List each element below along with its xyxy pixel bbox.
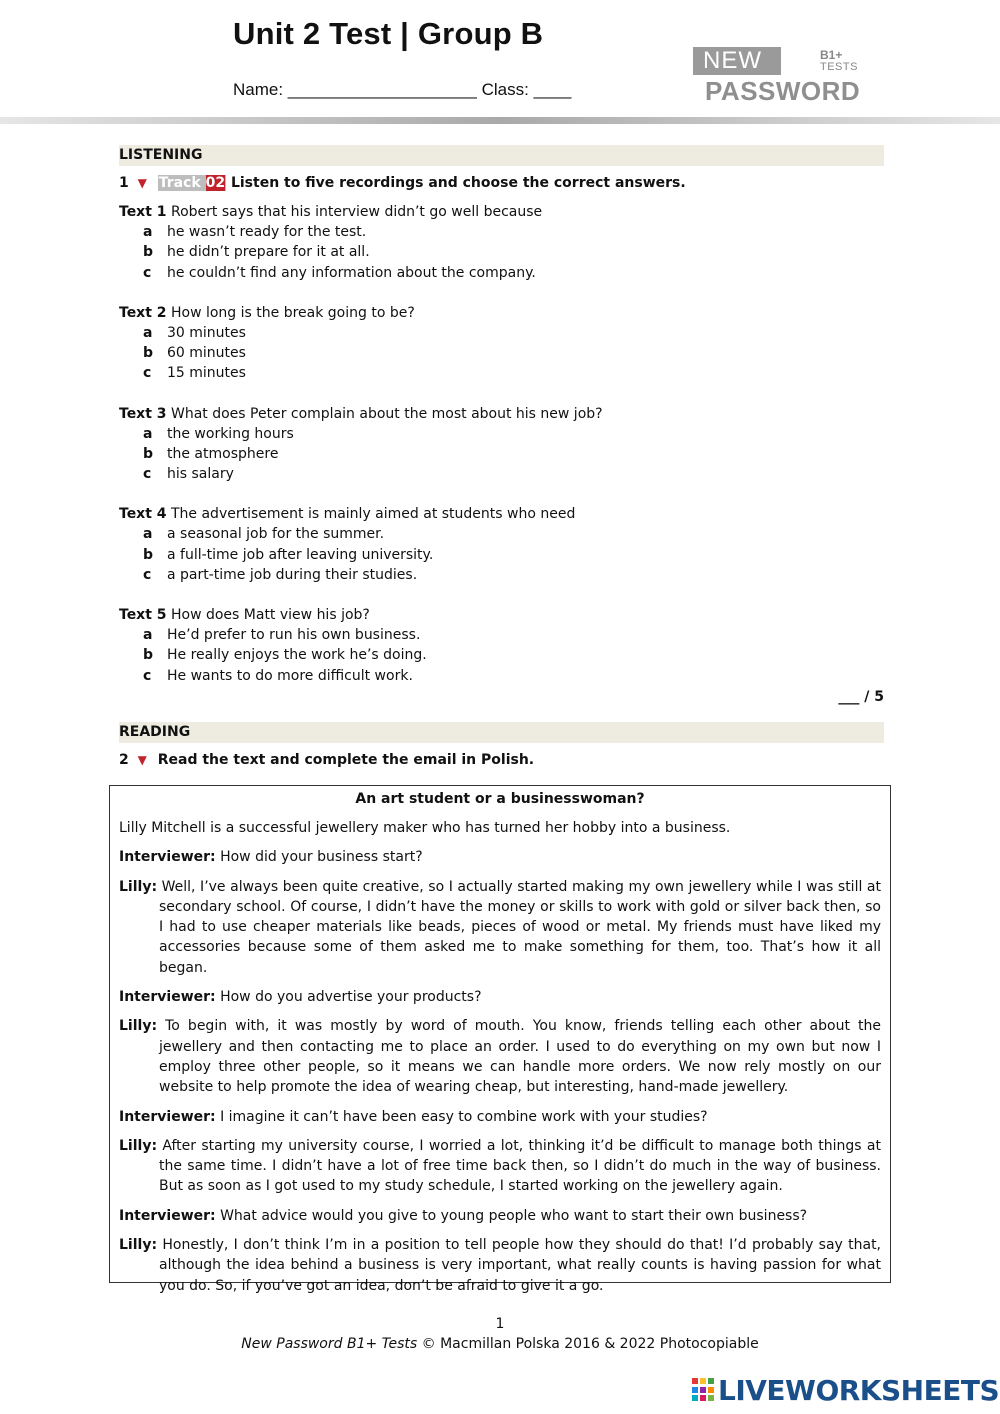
- option-text: He wants to do more difficult work.: [167, 667, 413, 684]
- liveworksheets-wordmark: LIVEWORKSHEETS: [718, 1373, 1000, 1407]
- option-letter: c: [143, 466, 152, 483]
- option-letter: c: [143, 667, 152, 684]
- question-4: [119, 504, 884, 585]
- grid-square: [700, 1395, 706, 1401]
- question-stem: [119, 303, 884, 323]
- option-letter: a: [143, 224, 153, 241]
- dialogue-turn: [119, 1107, 881, 1127]
- question-text: How does Matt view his job?: [170, 607, 370, 623]
- option-letter: b: [143, 546, 154, 563]
- option-text: He’d prefer to run his own business.: [167, 627, 421, 644]
- option-text: 60 minutes: [167, 345, 246, 362]
- dialogue-turn: [119, 1136, 881, 1197]
- score-box[interactable]: ___ / 5: [838, 688, 884, 705]
- dialogue-text: How did your business start?: [220, 849, 423, 866]
- dialogue-turn: [119, 1206, 881, 1226]
- answer-option[interactable]: [119, 545, 884, 565]
- liveworksheets-logo: [692, 1374, 999, 1406]
- grid-square: [692, 1378, 698, 1384]
- question-list: [119, 202, 884, 686]
- logo-password: PASSWORD: [705, 76, 861, 106]
- option-text: a part-time job during their studies.: [167, 566, 418, 583]
- option-text: the working hours: [167, 425, 294, 442]
- grid-square: [700, 1378, 706, 1384]
- answer-option[interactable]: [119, 343, 884, 363]
- article-title: An art student or a businesswoman?: [355, 791, 645, 807]
- dialogue-text: Honestly, I don’t think I’m in a position to tell people how they should do that! I’d probably say that, although the idea behind a business is very important, what really counts is having passion for what you do. So, if you’ve got an idea, don’t be afraid to give it a go.: [159, 1237, 882, 1294]
- answer-option[interactable]: [119, 625, 884, 645]
- speaker-label: Interviewer:: [119, 1108, 216, 1125]
- option-letter: a: [143, 324, 153, 341]
- speaker-label: Lilly:: [119, 1237, 158, 1254]
- grid-square: [692, 1387, 698, 1393]
- speaker-label: Interviewer:: [119, 849, 216, 866]
- question-label: Text 2: [119, 304, 167, 321]
- question-5: [119, 605, 884, 686]
- dialogue-text: I imagine it can’t have been easy to combine work with your studies?: [220, 1108, 708, 1125]
- answer-option[interactable]: [119, 645, 884, 665]
- task-number: 2: [119, 751, 129, 768]
- question-2: [119, 303, 884, 384]
- option-letter: b: [143, 244, 154, 261]
- dialogue-turn: [119, 1016, 881, 1097]
- answer-option[interactable]: [119, 222, 884, 242]
- book-title: New Password B1+ Tests: [241, 1336, 418, 1352]
- question-3: [119, 404, 884, 485]
- option-text: 15 minutes: [167, 365, 246, 382]
- dialogue-text: Well, I’ve always been quite creative, so I actually started making my own jewellery while I was still at secondary school. Of course, I didn’t have the money or skills to work with gold or silver back then, so I had to use cheaper materials like beads, pieces of wood or metal. My friends must have liked my accessories because some of them asked me to make something for them, too. That’s how it all began.: [159, 878, 881, 976]
- option-text: he wasn’t ready for the test.: [167, 224, 367, 241]
- option-text: he couldn’t find any information about the company.: [167, 264, 536, 281]
- answer-option[interactable]: [119, 524, 884, 544]
- logo-level: B1+: [820, 48, 843, 62]
- answer-option[interactable]: [119, 263, 884, 283]
- question-text: What does Peter complain about the most about his new job?: [170, 405, 603, 422]
- option-letter: c: [143, 365, 152, 382]
- page-title: Unit 2 Test | Group B: [233, 16, 544, 51]
- question-text: How long is the break going to be?: [170, 304, 415, 321]
- task-1-instruction: [119, 172, 884, 194]
- speaker-label: Lilly:: [119, 878, 158, 895]
- question-text: The advertisement is mainly aimed at students who need: [170, 506, 576, 523]
- dialogue-text: What advice would you give to young people who want to start their own business?: [220, 1207, 808, 1224]
- answer-option[interactable]: [119, 424, 884, 444]
- option-letter: a: [143, 526, 153, 543]
- option-letter: b: [143, 345, 154, 362]
- answer-option[interactable]: [119, 444, 884, 464]
- dialogue-turn: [119, 987, 881, 1007]
- grid-square: [708, 1387, 714, 1393]
- option-letter: c: [143, 264, 152, 281]
- option-letter: b: [143, 445, 154, 462]
- logo-tests: TESTS: [820, 61, 858, 73]
- dialogue-text: To begin with, it was mostly by word of mouth. You know, friends telling each other about the jewellery and then contacting me to place an order. I used to do everything on my own but now I employ three other people, so it means we can handle more orders. We now rely mostly on our website to help promote the idea of wearing cheap, but interesting, hand-made jewellery.: [159, 1018, 881, 1096]
- copyright-text: © Macmillan Polska 2016 & 2022 Photocopiable: [421, 1336, 759, 1352]
- page-number: 1: [495, 1316, 505, 1332]
- question-label: Text 5: [119, 607, 167, 623]
- question-stem: [119, 605, 884, 625]
- option-letter: b: [143, 647, 154, 664]
- option-text: he didn’t prepare for it at all.: [167, 244, 370, 261]
- option-text: 30 minutes: [167, 324, 246, 341]
- option-text: the atmosphere: [167, 445, 279, 462]
- task-instruction: Read the text and complete the email in Polish.: [157, 751, 535, 768]
- answer-option[interactable]: [119, 323, 884, 343]
- option-text: a seasonal job for the summer.: [167, 526, 385, 543]
- dialogue-turn: [119, 847, 881, 867]
- grid-square: [692, 1395, 698, 1401]
- track-number: 02: [205, 175, 226, 191]
- speaker-label: Interviewer:: [119, 989, 216, 1006]
- copyright-line: [0, 1336, 1000, 1352]
- answer-option[interactable]: [119, 666, 884, 686]
- grid-square: [708, 1395, 714, 1401]
- dialogue-text: How do you advertise your products?: [220, 989, 482, 1006]
- question-stem: [119, 202, 884, 222]
- answer-option[interactable]: [119, 363, 884, 383]
- header-divider: [0, 117, 1000, 124]
- logo-new: NEW: [693, 47, 781, 75]
- reading-text-box: [109, 785, 891, 1294]
- question-stem: [119, 404, 884, 424]
- question-label: Text 3: [119, 405, 167, 422]
- question-stem: [119, 504, 884, 524]
- option-text: He really enjoys the work he’s doing.: [167, 647, 427, 664]
- task-2-instruction: [119, 749, 884, 771]
- listening-section: [119, 145, 884, 771]
- track-word: Track: [158, 175, 201, 191]
- dialogue-turn: [119, 877, 881, 978]
- listening-heading: LISTENING: [119, 145, 884, 166]
- option-letter: a: [143, 627, 153, 644]
- speaker-label: Lilly:: [119, 1018, 158, 1035]
- new-password-logo: [693, 47, 868, 106]
- question-text: Robert says that his interview didn’t go well because: [170, 204, 543, 220]
- option-text: a full-time job after leaving university.: [167, 546, 434, 563]
- question-1: [119, 202, 884, 283]
- interview-dialogue: [119, 847, 881, 1296]
- track-label[interactable]: [158, 175, 226, 191]
- reading-heading: READING: [119, 722, 884, 743]
- question-label: Text 4: [119, 506, 167, 523]
- task-number: 1: [119, 175, 129, 191]
- dialogue-text: After starting my university course, I worried a lot, thinking it’d be difficult to manage both things at the same time. I didn’t have a lot of free time back then, so I didn’t do much in the way of business. But as soon as I got used to my study schedule, I started working on the jewellery again.: [159, 1137, 881, 1195]
- answer-option[interactable]: [119, 464, 884, 484]
- option-letter: a: [143, 425, 153, 442]
- name-class-line: Name: ____________________ Class: ____: [233, 80, 572, 99]
- question-label: Text 1: [119, 204, 167, 220]
- task-instruction: Listen to five recordings and choose the correct answers.: [230, 175, 686, 191]
- answer-option[interactable]: [119, 242, 884, 262]
- answer-option[interactable]: [119, 565, 884, 585]
- grid-square: [700, 1387, 706, 1393]
- graduation-cap-icon: ▼: [137, 752, 147, 767]
- grid-square: [708, 1378, 714, 1384]
- graduation-cap-icon: ▼: [137, 176, 147, 190]
- liveworksheets-grid-icon: [692, 1378, 714, 1402]
- option-letter: c: [143, 566, 152, 583]
- option-text: his salary: [167, 466, 234, 483]
- article-intro: Lilly Mitchell is a successful jewellery maker who has turned her hobby into a business.: [119, 820, 731, 836]
- speaker-label: Interviewer:: [119, 1207, 216, 1224]
- dialogue-turn: [119, 1235, 881, 1296]
- speaker-label: Lilly:: [119, 1137, 158, 1154]
